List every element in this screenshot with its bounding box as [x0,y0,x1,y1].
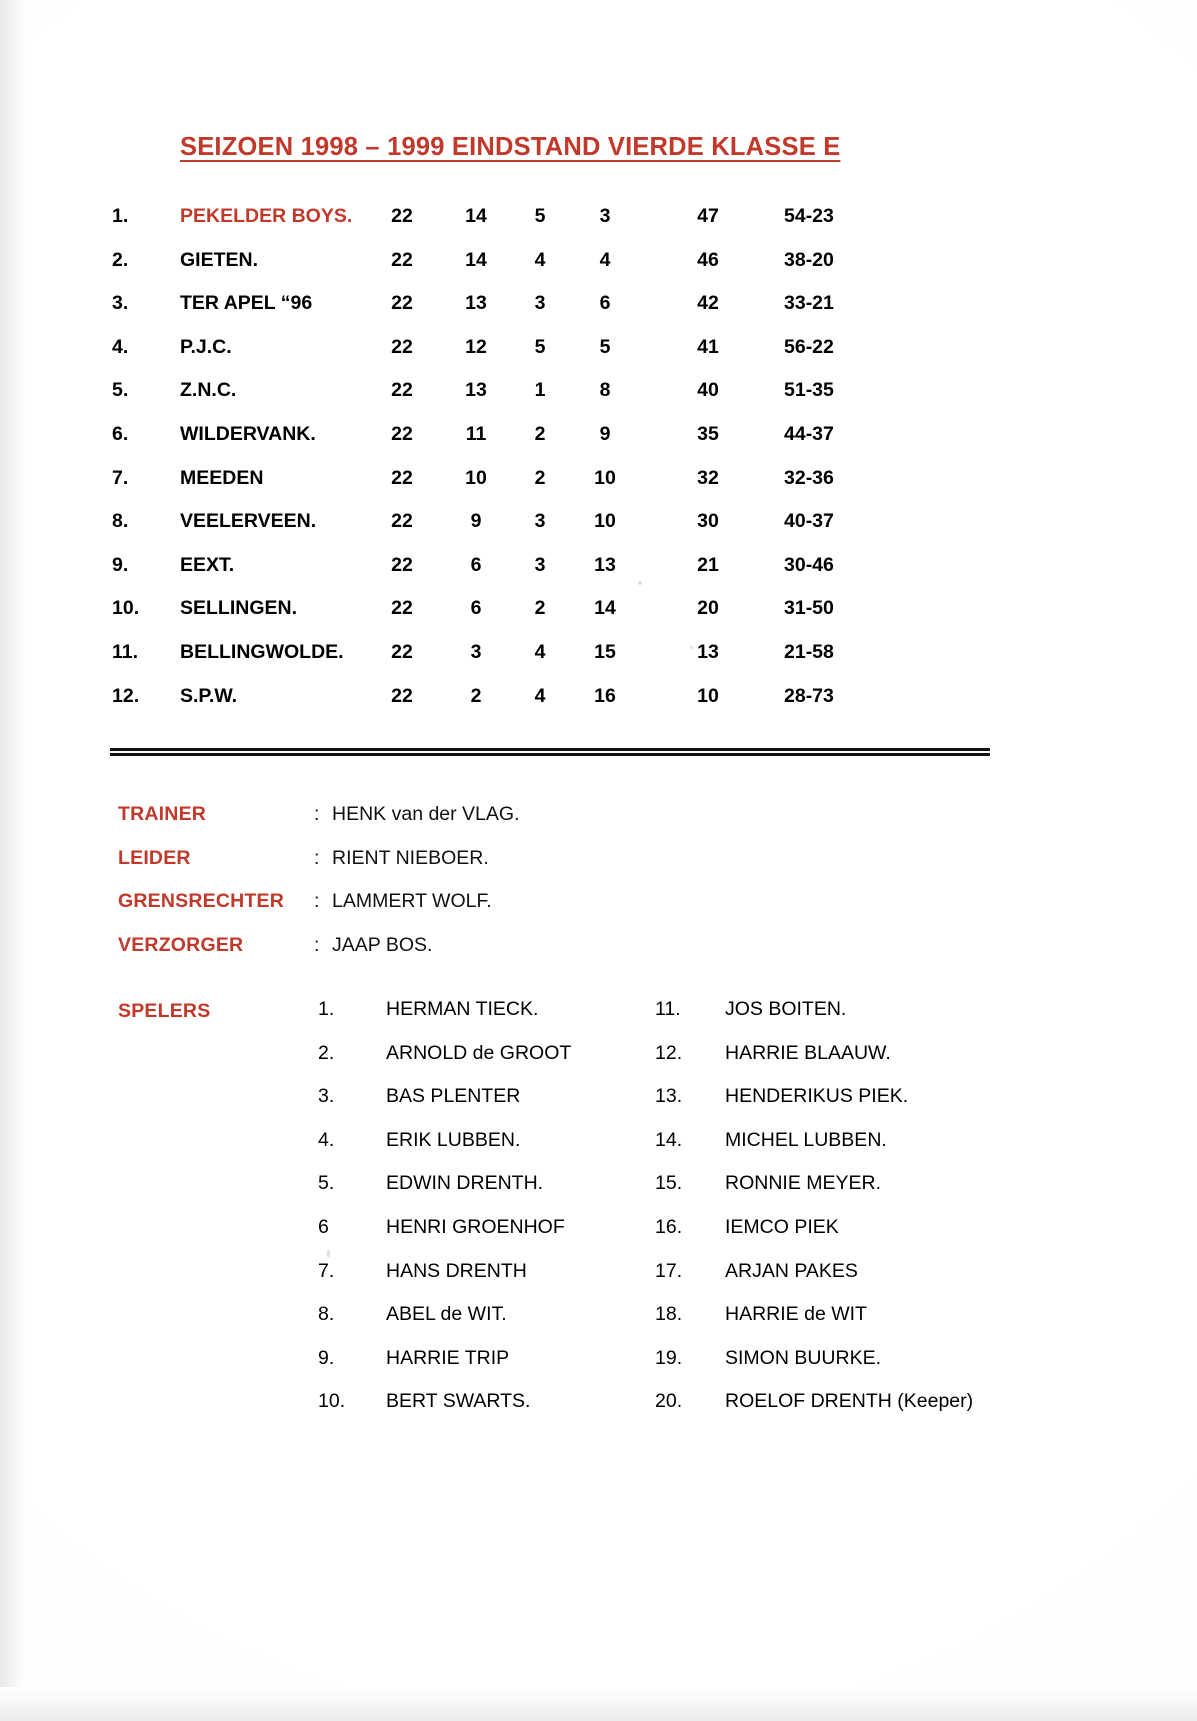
staff-role-label: VERZORGER [118,933,244,956]
row-position: 2. [112,248,129,271]
list-item [655,1042,1075,1086]
page-title: SEIZOEN 1998 – 1999 EINDSTAND VIERDE KLASSE E [180,133,841,161]
player-name: HANS DRENTH [386,1259,527,1282]
player-number: 17. [655,1259,683,1282]
staff-role-label: GRENSRECHTER [118,890,284,912]
staff-row-grensrechter [118,890,818,934]
row-lost: 10 [594,510,616,533]
row-played: 22 [391,466,413,489]
player-name: JOS BOITEN. [725,998,847,1020]
staff-role-label: TRAINER [118,803,207,825]
list-item [655,1216,1075,1260]
list-item [655,1303,1075,1347]
table-row [112,422,834,467]
table-row [112,553,834,598]
row-won: 2 [470,684,482,707]
player-name: HARRIE TRIP [386,1346,510,1369]
section-divider [110,748,990,757]
table-row [112,640,834,685]
staff-list [118,803,818,977]
staff-colon: : [314,803,320,825]
player-name: RONNIE MEYER. [725,1172,882,1195]
table-row [112,684,834,729]
staff-person: HENK van der VLAG. [332,803,520,825]
row-team: EEXT. [180,553,235,576]
list-item [318,1390,678,1434]
list-item [318,998,678,1042]
player-number: 6 [318,1215,329,1238]
table-row [112,597,834,641]
row-drawn: 2 [534,422,546,445]
row-won: 12 [465,335,487,358]
row-lost: 4 [599,248,611,271]
scan-artifact-speck [690,646,693,649]
player-number: 5. [318,1172,335,1195]
scan-artifact-speck [638,581,642,585]
row-won: 10 [465,466,487,489]
row-played: 22 [391,597,413,620]
row-goals: 54-23 [784,205,834,227]
row-lost: 6 [599,292,611,315]
player-name: ABEL de WIT. [386,1303,507,1326]
row-points: 20 [697,597,719,620]
row-won: 13 [465,292,487,315]
row-team: MEEDEN [180,466,264,489]
player-name: SIMON BUURKE. [725,1346,882,1369]
row-points: 42 [697,292,719,315]
row-team: SELLINGEN. [180,597,298,620]
row-team: GIETEN. [180,248,259,271]
row-lost: 13 [594,553,616,576]
player-name: ERIK LUBBEN. [386,1128,521,1151]
player-number: 1. [318,998,335,1020]
list-item [318,1216,678,1260]
player-number: 4. [318,1128,335,1151]
player-number: 11. [655,998,681,1020]
row-lost: 8 [599,379,611,402]
table-row [112,248,834,293]
row-points: 21 [697,553,719,576]
staff-role-label: LEIDER [118,846,191,869]
row-played: 22 [391,335,413,358]
row-won: 3 [470,640,482,663]
row-lost: 16 [594,684,616,707]
row-won: 13 [465,379,487,402]
row-drawn: 1 [534,379,546,402]
row-drawn: 3 [534,553,546,576]
row-played: 22 [391,292,413,315]
list-item [655,1260,1075,1304]
row-drawn: 4 [534,684,546,707]
row-lost: 3 [599,205,611,227]
row-points: 13 [697,640,719,663]
player-name: ROELOF DRENTH (Keeper) [725,1390,974,1413]
row-points: 10 [697,684,719,707]
row-lost: 9 [599,422,611,445]
row-points: 41 [697,335,719,358]
player-number: 9. [318,1346,335,1369]
row-played: 22 [391,248,413,271]
player-name: IEMCO PIEK [725,1215,839,1238]
standings-table [112,205,834,728]
row-goals: 32-36 [784,466,834,489]
row-team: S.P.W. [180,684,238,707]
row-played: 22 [391,205,413,227]
row-points: 40 [697,379,719,402]
row-position: 4. [112,335,129,358]
row-points: 30 [697,510,719,533]
row-drawn: 4 [534,248,546,271]
list-item [655,1347,1075,1391]
row-position: 1. [112,205,129,227]
row-points: 32 [697,466,719,489]
player-name: HARRIE BLAAUW. [725,1041,891,1064]
row-goals: 21-58 [784,640,834,663]
player-number: 8. [318,1303,335,1326]
table-row [112,292,834,336]
row-lost: 10 [594,466,616,489]
list-item [655,1085,1075,1129]
row-played: 22 [391,422,413,445]
row-won: 14 [465,205,487,227]
row-team: VEELERVEEN. [180,510,317,533]
player-name: BERT SWARTS. [386,1390,531,1413]
staff-colon: : [314,846,320,869]
row-goals: 38-20 [784,248,834,271]
row-played: 22 [391,510,413,533]
row-goals: 31-50 [784,597,834,620]
player-name: HERMAN TIECK. [386,998,539,1020]
player-name: EDWIN DRENTH. [386,1172,544,1195]
list-item [655,1172,1075,1216]
staff-person: LAMMERT WOLF. [332,890,492,912]
row-drawn: 2 [534,597,546,620]
row-position: 11. [112,640,139,663]
row-drawn: 3 [534,510,546,533]
list-item [655,998,1075,1042]
player-name: ARJAN PAKES [725,1259,858,1282]
row-position: 3. [112,292,129,315]
row-position: 8. [112,510,129,533]
row-position: 5. [112,379,129,402]
player-number: 14. [655,1128,683,1151]
row-drawn: 5 [534,335,546,358]
row-position: 6. [112,422,129,445]
row-goals: 28-73 [784,684,834,707]
staff-colon: : [314,933,320,956]
player-number: 13. [655,1085,683,1108]
player-number: 20. [655,1390,683,1413]
row-team: PEKELDER BOYS. [180,205,353,227]
list-item [318,1129,678,1173]
row-points: 35 [697,422,719,445]
list-item [318,1347,678,1391]
player-number: 12. [655,1041,683,1064]
row-position: 9. [112,553,129,576]
row-team: P.J.C. [180,335,232,358]
staff-colon: : [314,890,320,912]
player-name: ARNOLD de GROOT [386,1041,572,1064]
player-number: 10. [318,1390,346,1413]
player-number: 2. [318,1041,335,1064]
players-column-right [655,998,1075,1434]
row-played: 22 [391,553,413,576]
table-row [112,205,834,249]
row-lost: 5 [599,335,611,358]
row-goals: 33-21 [784,292,834,315]
row-played: 22 [391,379,413,402]
row-played: 22 [391,684,413,707]
row-team: TER APEL “96 [180,292,313,315]
row-goals: 51-35 [784,379,834,402]
staff-person: RIENT NIEBOER. [332,846,489,869]
row-goals: 56-22 [784,335,834,358]
table-row [112,379,834,423]
player-name: MICHEL LUBBEN. [725,1128,887,1151]
row-won: 6 [470,553,482,576]
row-drawn: 4 [534,640,546,663]
list-item [318,1042,678,1086]
row-won: 9 [470,510,482,533]
row-won: 11 [465,422,487,445]
player-name: HENDERIKUS PIEK. [725,1085,909,1108]
row-goals: 40-37 [784,510,834,533]
row-position: 7. [112,466,129,489]
list-item [318,1085,678,1129]
row-goals: 30-46 [784,553,834,576]
row-drawn: 2 [534,466,546,489]
table-row [112,466,834,511]
players-column-left [318,998,678,1434]
row-points: 47 [697,205,719,227]
row-points: 46 [697,248,719,271]
player-number: 18. [655,1303,683,1326]
player-number: 19. [655,1346,683,1369]
table-row [112,510,834,554]
row-lost: 14 [594,597,616,620]
row-played: 22 [391,640,413,663]
row-goals: 44-37 [784,422,834,445]
row-position: 12. [112,684,140,707]
row-won: 14 [465,248,487,271]
staff-row-verzorger [118,934,818,978]
player-number: 15. [655,1172,683,1195]
row-position: 10. [112,597,140,620]
player-name: BAS PLENTER [386,1085,521,1108]
list-item [655,1129,1075,1173]
row-drawn: 5 [534,205,546,227]
player-number: 7. [318,1259,335,1282]
player-name: HENRI GROENHOF [386,1215,565,1238]
divider-line-bottom [110,753,990,756]
player-number: 3. [318,1085,335,1108]
row-team: Z.N.C. [180,379,237,402]
staff-person: JAAP BOS. [332,933,433,956]
row-team: WILDERVANK. [180,422,316,445]
table-row [112,335,834,380]
row-drawn: 3 [534,292,546,315]
row-lost: 15 [594,640,616,663]
list-item [318,1172,678,1216]
list-item [655,1390,1075,1434]
list-item [318,1303,678,1347]
row-team: BELLINGWOLDE. [180,640,344,663]
player-name: HARRIE de WIT [725,1303,867,1326]
row-won: 6 [470,597,482,620]
staff-row-leider [118,847,818,891]
staff-row-trainer [118,803,818,847]
list-item [318,1260,678,1304]
players-section-label: SPELERS [118,1000,211,1022]
scan-artifact-speck [327,1250,330,1257]
player-number: 16. [655,1215,683,1238]
